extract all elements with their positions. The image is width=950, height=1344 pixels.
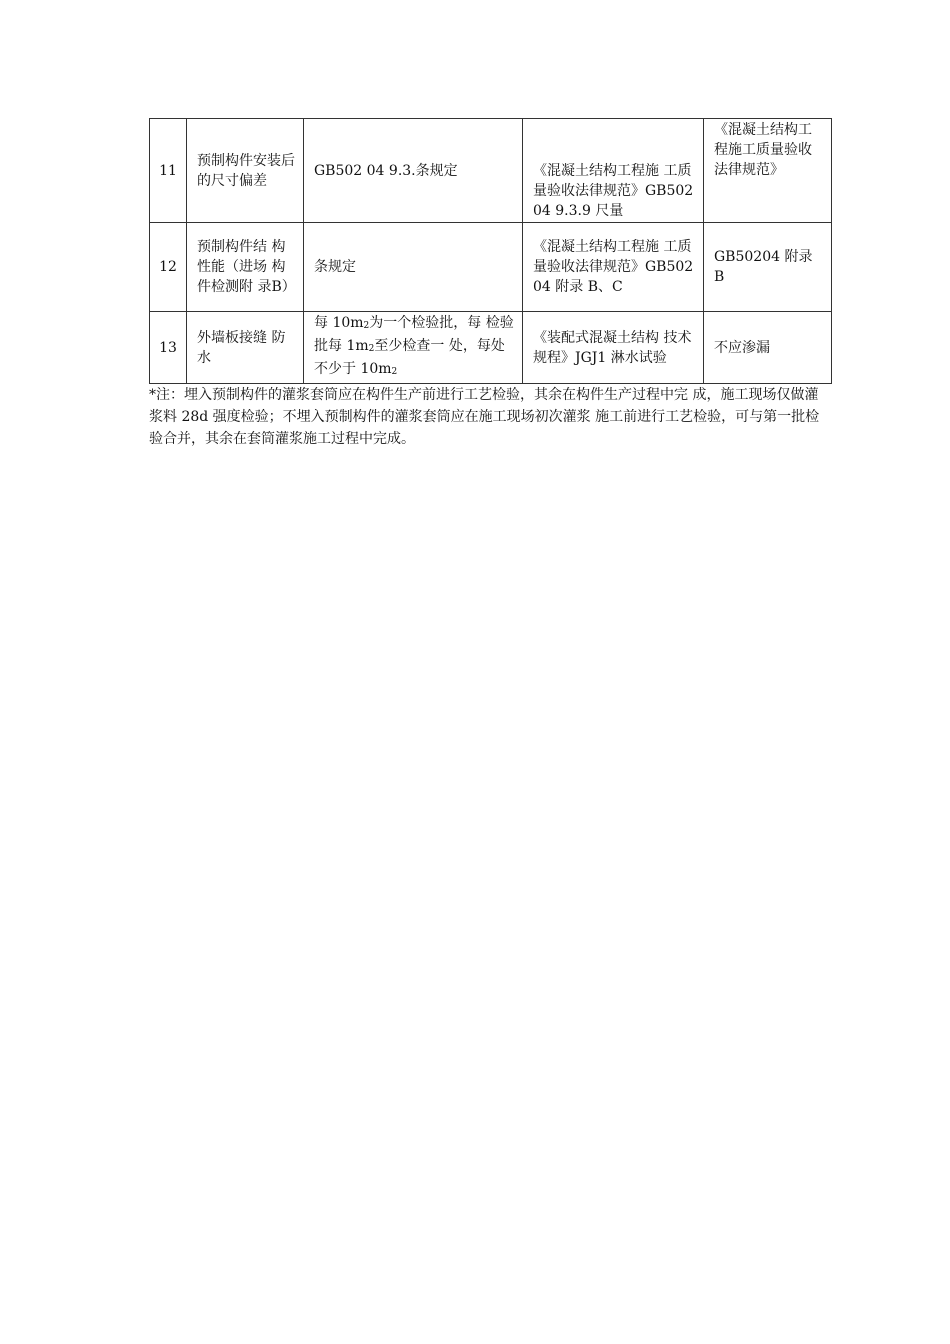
superscript: 2 — [363, 321, 370, 331]
inspection-item: 预制构件安装后的尺寸偏差 — [187, 119, 304, 223]
inspection-method: 《装配式混凝土结构 技术规程》JGJ1 淋水试验 — [523, 312, 704, 384]
quantity-text: 为一个检验批，每 检验批每 1m — [314, 315, 514, 354]
acceptance-standard: GB50204 附录 B — [704, 223, 832, 312]
inspection-quantity: 条规定 — [304, 223, 523, 312]
inspection-item: 外墙板接缝 防水 — [187, 312, 304, 384]
row-number: 12 — [150, 223, 187, 312]
inspection-quantity: GB502 04 9.3.条规定 — [304, 119, 523, 223]
footnote: *注：埋入预制构件的灌浆套筒应在构件生产前进行工艺检验，其余在构件生产过程中完 成，施工现场仅做灌浆料 28d 强度检验；不埋入预制构件的灌浆套筒应在施工现场初次灌浆 施工前进行工艺检验，可与第一批检验合并，其余在套筒灌浆施工过程中完成。 — [149, 387, 820, 447]
superscript: 2 — [391, 367, 398, 377]
quantity-text: 至少检查一 处，每处不少于 10m — [314, 338, 505, 377]
table-row — [150, 223, 832, 312]
inspection-quantity — [304, 312, 523, 384]
inspection-method: 《混凝土结构工程施 工质量验收法律规范》GB50204 9.3.9 尺量 — [523, 119, 704, 223]
inspection-item: 预制构件结 构性能（进场 构件检测附 录B） — [187, 223, 304, 312]
row-number: 13 — [150, 312, 187, 384]
table-row — [150, 312, 832, 384]
table-row — [150, 119, 832, 223]
acceptance-standard: 《混凝土结构工程施工质量验收法律规范》 — [704, 119, 832, 223]
quantity-text: 每 10m — [314, 315, 364, 331]
superscript: 2 — [368, 344, 375, 354]
row-number: 11 — [150, 119, 187, 223]
inspection-table — [149, 118, 832, 384]
acceptance-standard: 不应渗漏 — [704, 312, 832, 384]
inspection-method: 《混凝土结构工程施 工质量验收法律规范》GB50204 附录 B、C — [523, 223, 704, 312]
